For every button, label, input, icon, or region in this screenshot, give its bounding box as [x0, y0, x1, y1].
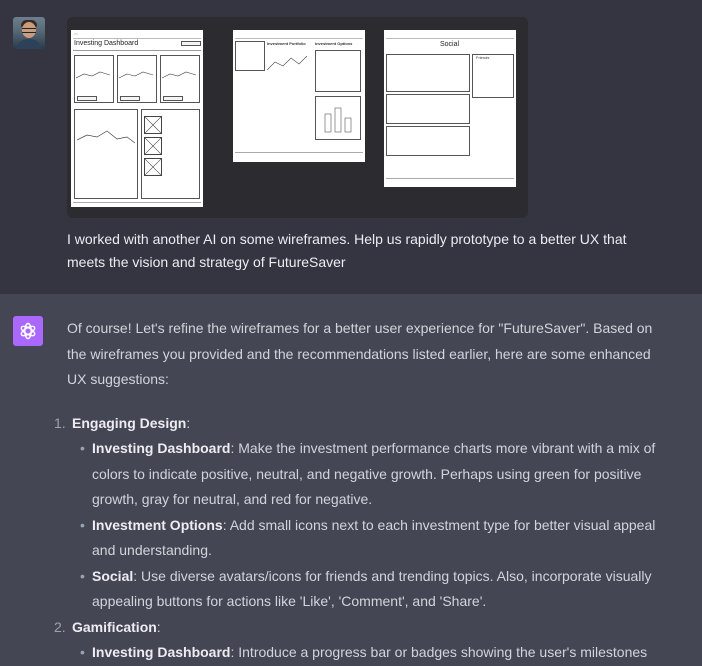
list-item: • Investing Dashboard: Make the investment performance charts more vibrant with a mix of colors to indicate positive, neutral, and negative growth. Perhaps using green for positive growth, gray for neutral, and red for negative. [80, 440, 656, 507]
assistant-message [54, 316, 667, 666]
suggestion-section-gamification [54, 615, 667, 666]
item-label: Investing Dashboard [92, 440, 231, 456]
item-text: : Make the investment performance charts more vibrant with a mix of colors to indicate positive, neutral, and negative growth. Perhaps using green for positive growth, gray for neutral, and red for negative. [92, 440, 656, 507]
list-item: • Investment Options: Add small icons next to each investment type for better visual appeal and understanding. [80, 516, 656, 558]
item-label: Social [92, 567, 134, 584]
user-message-row [0, 0, 702, 294]
item-text: : Add small icons next to each investment type for better visual appeal and understanding. [92, 516, 656, 558]
section-colon: : [156, 618, 161, 635]
item-text: : Use diverse avatars/icons for friends and trending topics. Also, incorporate visually appealing buttons for actions like 'Like', 'Comment', and 'Share'. [92, 567, 652, 609]
suggestion-list [54, 411, 667, 666]
item-text: : Introduce a progress bar or badges showing the user's milestones [230, 644, 648, 660]
attached-wireframe-image[interactable] [67, 17, 528, 218]
wireframe-dashboard: ▭ Investing Dashboard [71, 30, 203, 207]
assistant-intro: Of course! Let's refine the wireframes for a better user experience for "FutureSaver". Based on the wireframes you provided and the recommendations listed earlier, here are some enhanced UX suggestions: [67, 320, 653, 387]
suggestion-section-engaging-design [54, 411, 667, 615]
wireframe-investment-options [233, 30, 365, 162]
section-colon: : [186, 414, 191, 431]
list-item: • Investing Dashboard: Introduce a progress bar or badges showing the user's milestones [80, 644, 648, 660]
options-title-right: Investment Options [315, 41, 353, 46]
section-number: 2. [54, 618, 66, 635]
wireframe-social [384, 30, 516, 187]
section-number: 1. [54, 414, 66, 431]
user-avatar [13, 17, 45, 49]
section-title: Gamification [72, 618, 157, 635]
openai-logo-icon [18, 321, 38, 341]
dashboard-title: Investing Dashboard [74, 40, 139, 47]
assistant-avatar [13, 316, 43, 346]
item-label: Investing Dashboard [92, 644, 231, 660]
social-friends-label: Friends [476, 55, 490, 60]
social-title: Social [440, 41, 460, 48]
user-message-text: I worked with another AI on some wireframes. Help us rapidly prototype to a better UX that meets the vision and strategy of FutureSaver [67, 231, 627, 270]
list-item: • Social: Use diverse avatars/icons for friends and trending topics. Also, incorporate visually appealing buttons for actions like 'Like', 'Comment', and 'Share'. [80, 567, 652, 609]
section-title: Engaging Design [72, 414, 187, 431]
options-title-left: Investment Portfolio [267, 41, 306, 46]
item-label: Investment Options [92, 516, 223, 533]
